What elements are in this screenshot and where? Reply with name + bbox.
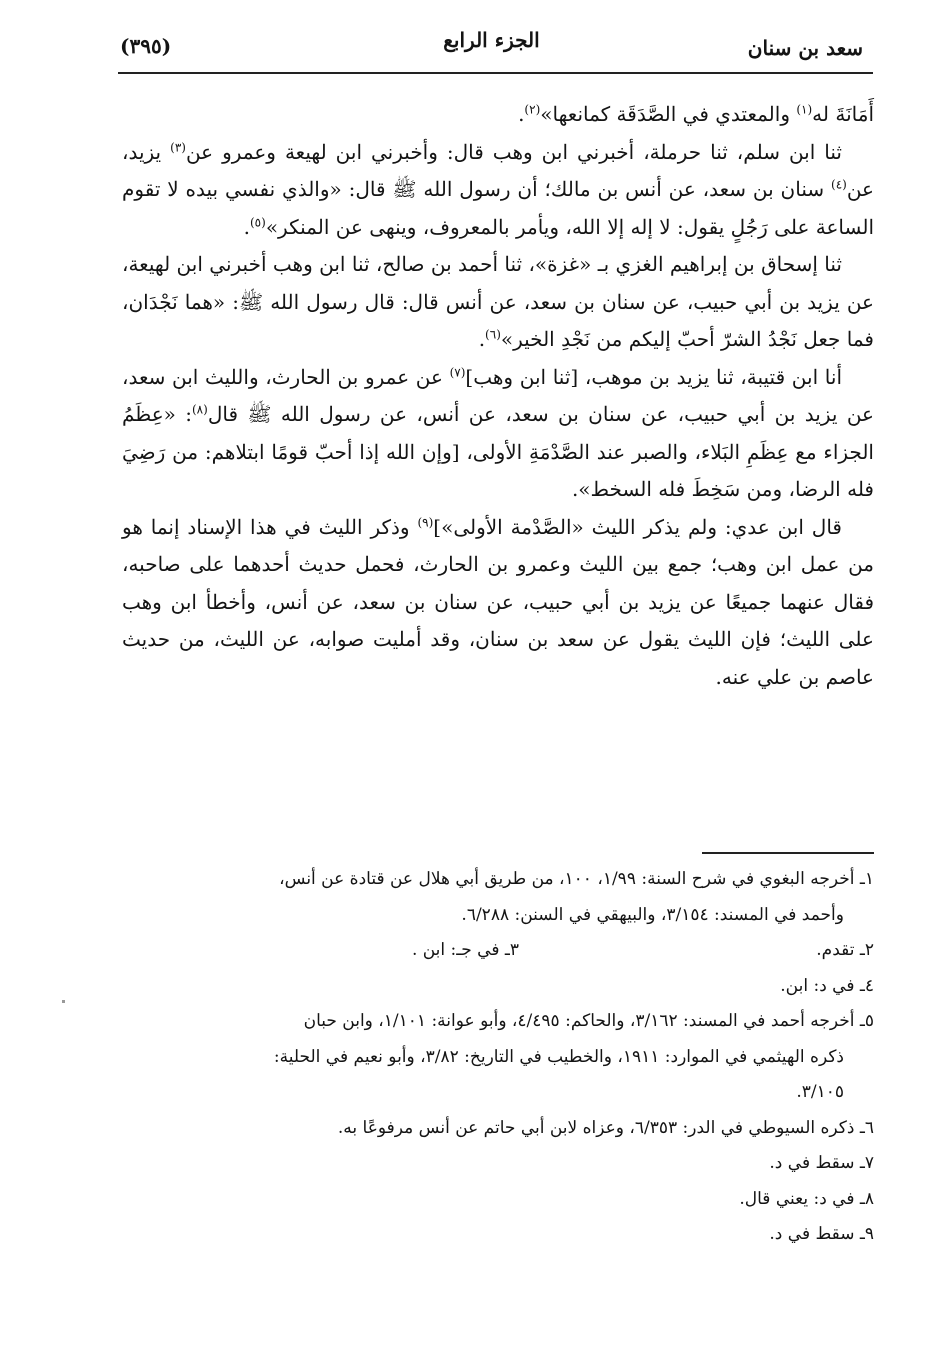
paragraph-text: أنا ابن قتيبة، ثنا يزيد بن موهب، [ثنا ابن وهب] — [465, 364, 842, 389]
header-rule — [118, 72, 873, 74]
header-chapter-title: سعد بن سنان — [747, 36, 863, 60]
footnote-2: ٢ـ تقدم. — [816, 940, 874, 960]
footnote-5-continuation-2: ٣/١٠٥. — [796, 1082, 844, 1102]
paragraph-text: وذكر الليث في هذا الإسناد إنما هو من عمل ابن وهب؛ جمع بين الليث وعمرو بن الحارث، فحمل حديث أحدهما على صاحبه، فقال عنهما جميعًا عن يزيد بن أبي حبيب، عن سنان بن سعد، عن أنس، وأخطأ ابن وهب على الليث؛ فإن الليث يقول عن سعد بن سنان، وقد أمليت صوابه، عن الليث، من حديث عاصم بن علي عنه. — [122, 514, 874, 689]
footnote-reference: (٢) — [524, 102, 541, 117]
paragraph — [122, 96, 874, 134]
main-text — [122, 96, 874, 696]
footnote-5-continuation: ذكره الهيثمي في الموارد: ١٩١١، والخطيب في التاريخ: ٣/٨٢، وأبو نعيم في الحلية: — [273, 1046, 844, 1067]
paragraph — [122, 246, 874, 359]
paragraph-text: ثنا إسحاق بن إبراهيم الغزي بـ «غزة»، ثنا أحمد بن صالح، ثنا ابن وهب أخبرني ابن لهيعة، عن يزيد بن أبي حبيب، عن سنان بن سعد، عن أنس قال: قال رسول الله ﷺ: «هما نَجْدَان، فما جعل نَجْدُ الشرّ أحبّ إليكم من نَجْدِ الخير» — [122, 252, 874, 351]
paragraph — [122, 134, 874, 247]
footnote-7: ٧ـ سقط في د. — [769, 1153, 874, 1173]
footnote-reference: (٨) — [191, 402, 208, 417]
paragraph-text: عن عمرو بن الحارث، والليث ابن سعد، عن يزيد بن أبي حبيب، عن سنان بن سعد، عن أنس، عن رسول الله ﷺ قال — [122, 364, 874, 426]
footnote-1: ١ـ أخرجه البغوي في شرح السنة: ١/٩٩، ١٠٠، من طريق أبي هلال عن قتادة عن أنس، — [279, 869, 874, 889]
paragraph-text: سنان بن سعد، عن أنس بن مالك؛ أن رسول الله ﷺ قال: «والذي نفسي بيده لا تقوم الساعة على رَجُلٍ يقول: لا إله إلا الله، ويأمر بالمعروف، وينهى عن المنكر» — [122, 177, 874, 239]
running-header — [120, 28, 863, 68]
footnote-6: ٦ـ ذكره السيوطي في الدر: ٦/٣٥٣، وعزاه لابن أبي حاتم عن أنس مرفوعًا به. — [337, 1117, 874, 1138]
footnote-separator — [702, 852, 874, 854]
footnote-8: ٨ـ في د: يعني قال. — [739, 1188, 874, 1209]
paragraph — [122, 359, 874, 509]
footnote-reference: (٣) — [170, 139, 186, 154]
footnote-reference: (٤) — [831, 177, 847, 192]
footnote-reference: (٩) — [417, 514, 434, 529]
footnote-reference: (٦) — [485, 327, 501, 342]
paragraph-text: . — [243, 214, 250, 239]
footnote-3: ٣ـ في جـ: ابن . — [411, 940, 519, 960]
footnotes — [118, 862, 874, 1253]
footnote-1-continuation: وأحمد في المسند: ٣/١٥٤، والبيهقي في السنن: ٦/٢٨٨. — [461, 904, 844, 925]
page-number: (٣٩٥) — [120, 34, 172, 58]
footnote-reference: (٧) — [449, 364, 466, 379]
paragraph-text: أَمَانَةَ له — [812, 102, 874, 126]
footnote-reference: (٥) — [249, 214, 266, 229]
footnote-9: ٩ـ سقط في د. — [769, 1224, 874, 1244]
footnote-4: ٤ـ في د: ابن. — [780, 975, 874, 996]
paragraph-text: قال ابن عدي: ولم يذكر الليث «الصَّدْمة الأولى»] — [433, 514, 842, 539]
paragraph-text: والمعتدي في الصَّدَقَة كمانعها» — [540, 102, 797, 126]
paragraph-text: . — [518, 102, 525, 126]
header-volume-title: الجزء الرابع — [443, 28, 540, 52]
paragraph — [122, 509, 874, 697]
paragraph-text: . — [478, 327, 486, 351]
footnote-5: ٥ـ أخرجه أحمد في المسند: ٣/١٦٢، والحاكم: ٤/٤٩٥، وأبو عوانة: ١/١٠١، وابن حبان — [303, 1011, 874, 1031]
paragraph-text: يزيد، عن — [122, 139, 874, 201]
footnote-reference: (١) — [796, 102, 813, 117]
paragraph-text: : «عِظَمُ الجزاء مع عِظَمِ البَلاء، والصبر عند الصَّدْمَةِ الأولى، [وإن الله إذا أحبّ قومًا ابتلاهم: من رَضِيَ فله الرضا، ومن سَخِطَ فله السخط». — [122, 402, 874, 501]
footnote-row-2-3 — [118, 933, 874, 969]
paragraph-text: ثنا ابن سلم، ثنا حرملة، أخبرني ابن وهب قال: وأخبرني ابن لهيعة وعمرو عن — [185, 139, 842, 164]
scan-speck — [62, 1000, 65, 1003]
